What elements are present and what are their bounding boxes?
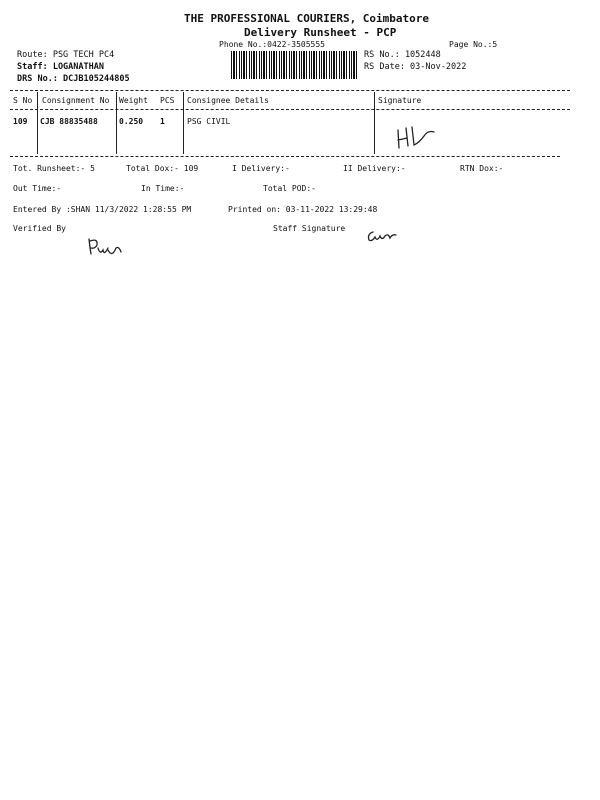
col-divider-1 bbox=[37, 92, 38, 154]
col-header-signature: Signature bbox=[378, 96, 422, 105]
rs-number: RS No.: 1052448 bbox=[364, 50, 441, 60]
cell-weight: 0.250 bbox=[119, 117, 144, 126]
col-divider-4 bbox=[374, 92, 375, 154]
col-header-sno: S No bbox=[13, 96, 33, 105]
out-time: Out Time:- bbox=[13, 184, 62, 193]
header-rule bbox=[10, 109, 570, 110]
total-pod: Total POD:- bbox=[263, 184, 316, 193]
drs-number: DRS No.: DCJB105244805 bbox=[17, 74, 130, 84]
route-label: Route: PSG TECH PC4 bbox=[17, 50, 115, 60]
ii-delivery: II Delivery:- bbox=[343, 164, 406, 173]
cell-consignment: CJB 88835488 bbox=[40, 117, 98, 126]
printed-on: Printed on: 03-11-2022 13:29:48 bbox=[228, 205, 378, 214]
total-dox: Total Dox:- 109 bbox=[126, 164, 199, 173]
phone-number: Phone No.:0422-3505555 bbox=[219, 40, 325, 49]
col-divider-3 bbox=[183, 92, 184, 154]
col-header-pcs: PCS bbox=[160, 96, 175, 105]
staff-signature bbox=[365, 226, 399, 244]
cell-consignee: PSG CIVIL bbox=[187, 117, 231, 126]
receiver-signature bbox=[394, 124, 440, 152]
barcode bbox=[231, 51, 357, 79]
tot-runsheet: Tot. Runsheet:- 5 bbox=[13, 164, 95, 173]
col-divider-2 bbox=[116, 92, 117, 154]
i-delivery: I Delivery:- bbox=[232, 164, 290, 173]
verified-by: Verified By bbox=[13, 224, 66, 233]
rs-date: RS Date: 03-Nov-2022 bbox=[364, 62, 467, 72]
page-number: Page No.:5 bbox=[449, 40, 498, 49]
col-header-consignment: Consignment No bbox=[42, 96, 110, 105]
rtn-dox: RTN Dox:- bbox=[460, 164, 504, 173]
table-top-rule bbox=[10, 90, 570, 91]
company-name: THE PROFESSIONAL COURIERS, Coimbatore bbox=[184, 12, 430, 25]
cell-pcs: 1 bbox=[160, 117, 165, 126]
staff-signature-label: Staff Signature bbox=[273, 224, 346, 233]
entered-by: Entered By :SHAN 11/3/2022 1:28:55 PM bbox=[13, 205, 192, 214]
col-header-consignee: Consignee Details bbox=[187, 96, 269, 105]
in-time: In Time:- bbox=[141, 184, 185, 193]
sheet-title: Delivery Runsheet - PCP bbox=[244, 26, 397, 39]
staff-label: Staff: LOGANATHAN bbox=[17, 62, 104, 72]
cell-sno: 109 bbox=[13, 117, 28, 126]
table-bottom-rule bbox=[10, 156, 560, 157]
col-header-weight: Weight bbox=[119, 96, 148, 105]
verifier-signature bbox=[86, 236, 126, 260]
